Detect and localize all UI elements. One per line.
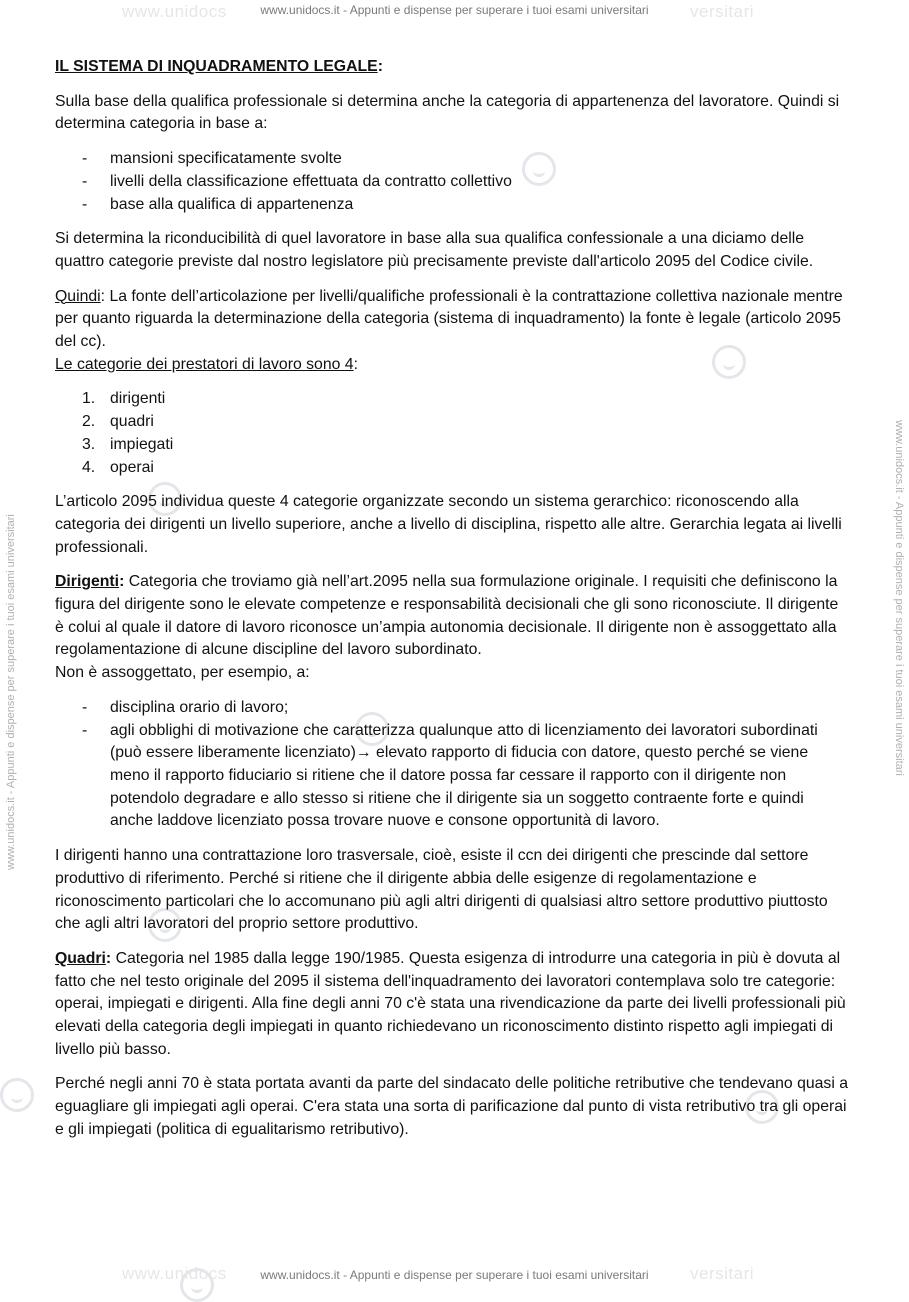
watermark-header: www.unidocs.it - Appunti e dispense per superare i tuoi esami universitari xyxy=(260,3,649,17)
exemptions-list xyxy=(55,697,850,833)
quadri-text: Categoria nel 1985 dalla legge 190/1985. Questa esigenza di introdurre una categoria in più è dovuta al fatto che nel testo originale del 2095 il sistema dell'inquadramento dei lavoratori contemplava solo tre categorie: operai, impiegati e dirigenti. Alla fine degli anni 70 c'è stata una rivendicazione da parte dei livelli professionali più elevati della categoria degli impiegati in quanto richiedevano un riconoscimento distinto rispetto agli impiegati di livello più basso. xyxy=(55,949,846,1058)
quadri-paragraph xyxy=(55,948,850,1062)
riconducibilita-paragraph: Si determina la riconducibilità di quel lavoratore in base alla sua qualifica confessionale a una diciamo delle quattro categorie previste dal nostro legislatore più precisamente previste dall'articolo 2095 del Codice civile. xyxy=(55,230,814,270)
list-item: 3. impiegati xyxy=(82,435,174,453)
intro-paragraph: Sulla base della qualifica professionale si determina anche la categoria di appartenenza del lavoratore. Quindi si determina categoria in base a: xyxy=(55,92,840,133)
categorie-label: Le categorie dei prestatori di lavoro sono 4 xyxy=(55,355,354,373)
criteria-list xyxy=(55,148,850,216)
list-item: - disciplina orario di lavoro; xyxy=(82,698,289,716)
list-item: 2. quadri xyxy=(82,413,154,431)
section-title-colon: : xyxy=(377,58,383,75)
quindi-paragraph xyxy=(55,286,850,354)
categorie-heading xyxy=(55,354,850,377)
quindi-text: : La fonte dell’articolazione per livelli/qualifiche professionali è la contrattazione collettiva nazionale mentre per quanto riguarda la determinazione della categoria (sistema di inquadramento) la fonte è legale (articolo 2095 del cc). xyxy=(55,287,843,351)
list-item: 4. operai xyxy=(82,458,154,476)
watermark-footer: www.unidocs.it - Appunti e dispense per superare i tuoi esami universitari xyxy=(260,1268,649,1282)
ccn-paragraph: I dirigenti hanno una contrattazione loro trasversale, cioè, esiste il ccn dei dirigenti che prescinde dal settore produttivo di riferimento. Perché si ritiene che il dirigente abbia delle esigenze di regolamentazione e riconoscimento particolari che lo accomunano più agli altri dirigenti di qualsiasi altro settore produttivo piuttosto che agli altri lavoratori del proprio settore produttivo. xyxy=(55,847,828,933)
list-item: - livelli della classificazione effettuata da contratto collettivo xyxy=(82,172,512,190)
list-item: - base alla qualifica di appartenenza xyxy=(82,195,354,213)
categories-list xyxy=(55,388,850,479)
section-heading xyxy=(55,56,850,79)
document-body xyxy=(55,56,850,1154)
watermark-faint-left-bottom: www.unidocs xyxy=(122,1264,227,1283)
section-title: IL SISTEMA DI INQUADRAMENTO LEGALE xyxy=(55,58,378,75)
categorie-colon: : xyxy=(353,355,358,373)
watermark-faint-left: www.unidocs xyxy=(122,2,227,21)
quadri-colon: : xyxy=(105,949,112,967)
non-assoggettato-line: Non è assoggettato, per esempio, a: xyxy=(55,664,310,682)
dirigenti-paragraph xyxy=(55,571,850,662)
articolo-paragraph: L’articolo 2095 individua queste 4 categorie organizzate secondo un sistema gerarchico: riconoscendo alla categoria dei dirigenti un livello superiore, anche a livello di disciplina, rispetto alle altre. Gerarchia legata ai livelli professionali. xyxy=(55,493,842,556)
watermark-side-left: www.unidocs.it - Appunti e dispense per superare i tuoi esami universitari xyxy=(5,514,17,870)
last-paragraph: Perché negli anni 70 è stata portata avanti da parte del sindacato delle politiche retributive che tendevano quasi a eguagliare gli impiegati agli operai. C'era stata una sorta di parificazione dal punto di vista retributivo tra gli operai e gli impiegati (politica di egualitarismo retributivo). xyxy=(55,1075,849,1138)
watermark-logo-icon xyxy=(180,1268,214,1302)
list-item: - mansioni specificatamente svolte xyxy=(82,150,342,168)
dirigenti-colon: : xyxy=(119,573,125,591)
quadri-label: Quadri xyxy=(55,949,106,967)
watermark-faint-right: versitari xyxy=(690,2,755,21)
watermark-faint-right-bottom: versitari xyxy=(690,1264,755,1283)
dirigenti-label: Dirigenti xyxy=(55,573,120,591)
quindi-label: Quindi xyxy=(55,287,101,305)
watermark-side-right: www.unidocs.it - Appunti e dispense per superare i tuoi esami universitari xyxy=(893,420,905,776)
list-item: 1. dirigenti xyxy=(82,390,166,408)
dirigenti-text: Categoria che troviamo già nell’art.2095 nella sua formulazione originale. I requisiti che definiscono la figura del dirigente sono le elevate competenze e responsabilità decisionali che gli sono riconosciute. Il dirigente è colui al quale il datore di lavoro riconosce un’ampia autonomia decisionale. Il dirigente non è assoggettato alla regolamentazione di alcune discipline del lavoro subordinato. xyxy=(55,573,839,659)
watermark-logo-icon xyxy=(0,1078,34,1112)
list-item: - agli obblighi di motivazione che caratterizza qualunque atto di licenziamento dei lavoratori subordinati (può essere liberamente licenziato)→ elevato rapporto di fiducia con datore, questo perché se viene meno il rapporto fiduciario si ritiene che il datore possa far cessare il rapporto con il dirigente non potendolo degradare e allo stesso si ritiene che il dirigente sia un soggetto contraente forte e quindi anche laddove licenziato possa trovare nuove e consone opportunità di lavoro. xyxy=(82,721,818,830)
